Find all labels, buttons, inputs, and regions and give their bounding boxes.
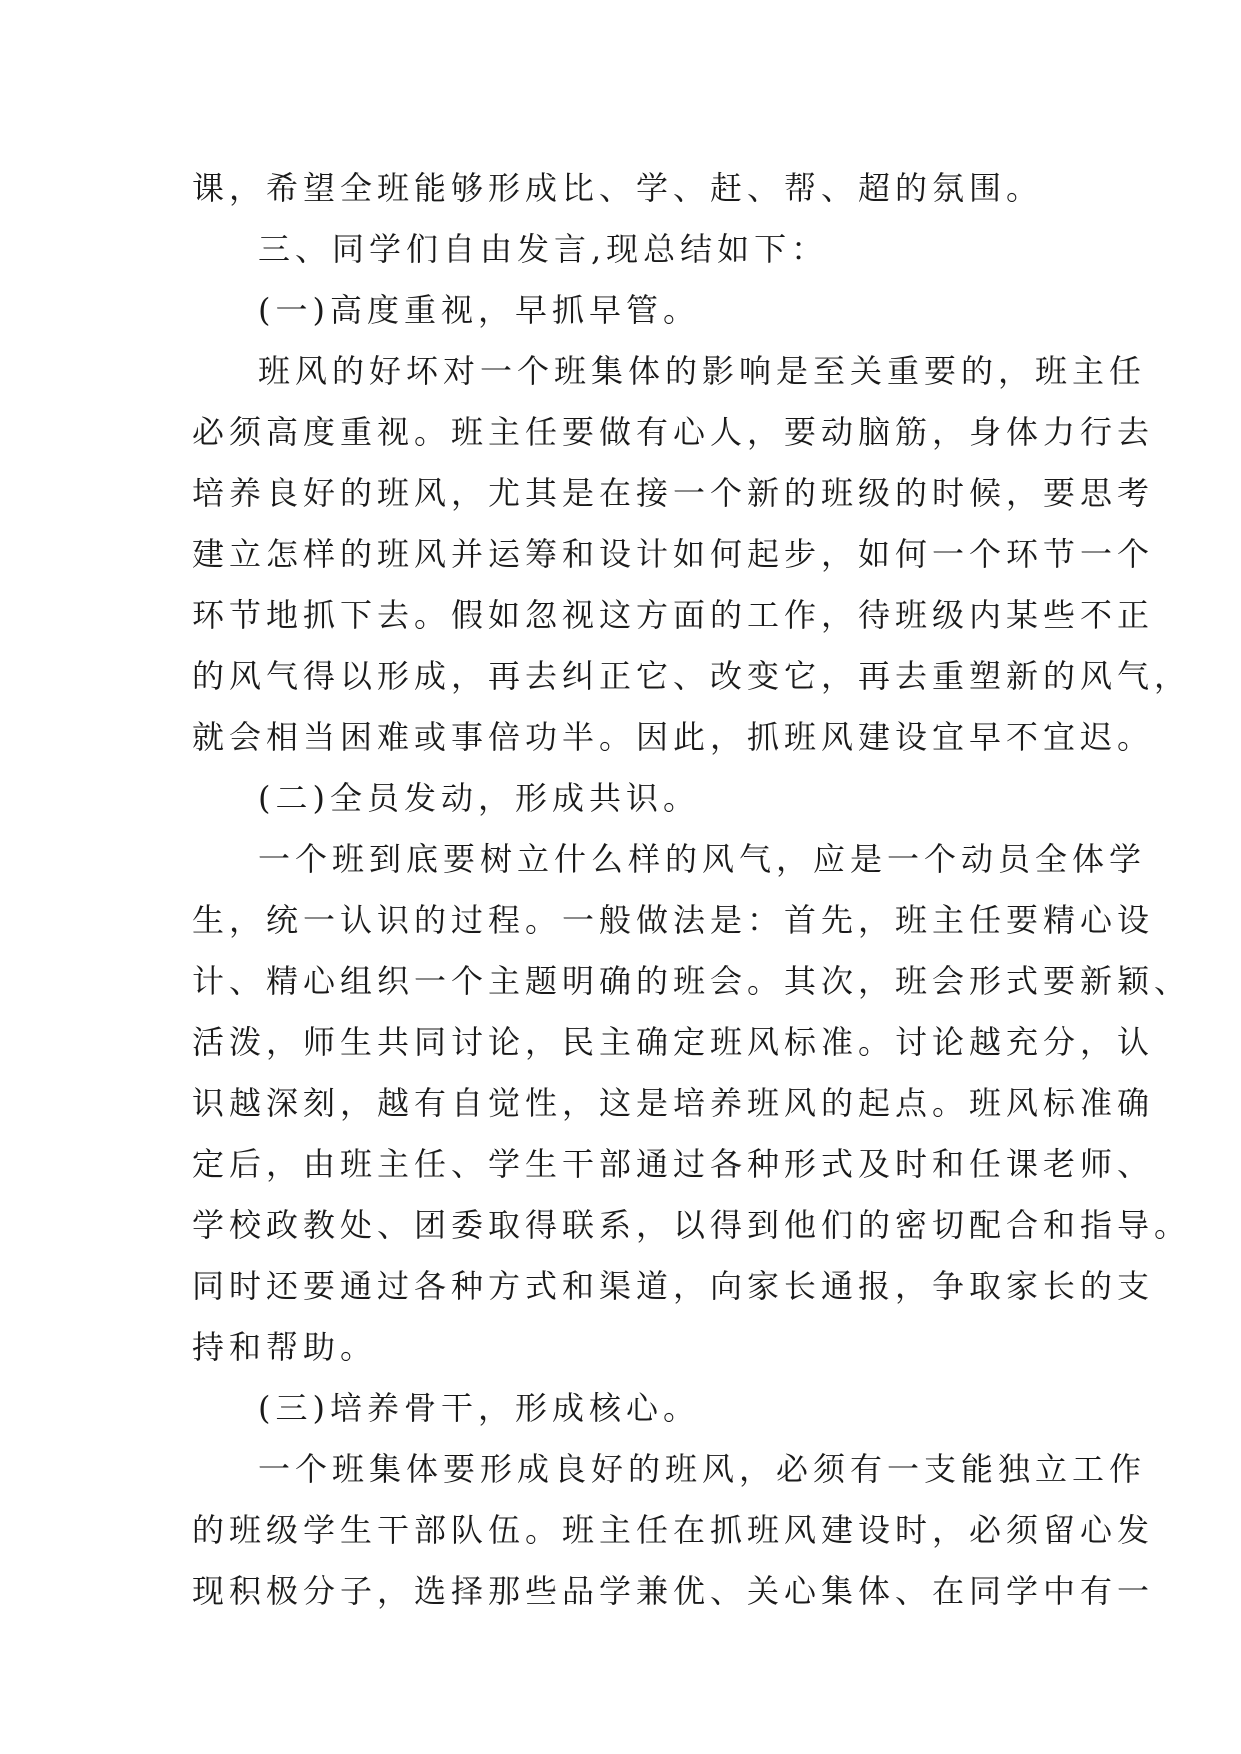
text-line: 就会相当困难或事倍功半。因此，抓班风建设宜早不宜迟。: [192, 718, 1155, 756]
subsection-heading: (二)全员发动，形成共识。: [258, 779, 700, 817]
text-line: 定后，由班主任、学生干部通过各种形式及时和任课老师、: [192, 1145, 1155, 1183]
text-line: 一个班到底要树立什么样的风气，应是一个动员全体学: [258, 840, 1147, 878]
text-line: 建立怎样的班风并运筹和设计如何起步，如何一个环节一个: [192, 535, 1155, 573]
text-line: 的风气得以形成，再去纠正它、改变它，再去重塑新的风气，: [192, 657, 1192, 695]
text-line: 持和帮助。: [192, 1328, 378, 1366]
text-line: 现积极分子，选择那些品学兼优、关心集体、在同学中有一: [192, 1572, 1155, 1610]
text-line: 班风的好坏对一个班集体的影响是至关重要的，班主任: [258, 352, 1147, 390]
text-line: 同时还要通过各种方式和渠道，向家长通报，争取家长的支: [192, 1267, 1155, 1305]
text-line: 一个班集体要形成良好的班风，必须有一支能独立工作: [258, 1450, 1147, 1488]
text-line: 环节地抓下去。假如忽视这方面的工作，待班级内某些不正: [192, 596, 1155, 634]
text-line: 必须高度重视。班主任要做有心人，要动脑筋，身体力行去: [192, 413, 1155, 451]
text-line: 培养良好的班风，尤其是在接一个新的班级的时候，要思考: [192, 474, 1155, 512]
subsection-heading: (三)培养骨干，形成核心。: [258, 1389, 700, 1427]
text-line: 识越深刻，越有自觉性，这是培养班风的起点。班风标准确: [192, 1084, 1155, 1122]
section-heading: 三、同学们自由发言,现总结如下：: [258, 230, 829, 268]
body-text: [192, 158, 1192, 1622]
text-line: 计、精心组织一个主题明确的班会。其次，班会形式要新颖、: [192, 962, 1192, 1000]
subsection-heading: (一)高度重视，早抓早管。: [258, 291, 700, 329]
text-line: 课，希望全班能够形成比、学、赶、帮、超的氛围。: [192, 169, 1044, 207]
text-line: 活泼，师生共同讨论，民主确定班风标准。讨论越充分，认: [192, 1023, 1155, 1061]
text-line: 生，统一认识的过程。一般做法是：首先，班主任要精心设: [192, 901, 1155, 939]
text-line: 学校政教处、团委取得联系，以得到他们的密切配合和指导。: [192, 1206, 1192, 1244]
text-line: 的班级学生干部队伍。班主任在抓班风建设时，必须留心发: [192, 1511, 1155, 1549]
